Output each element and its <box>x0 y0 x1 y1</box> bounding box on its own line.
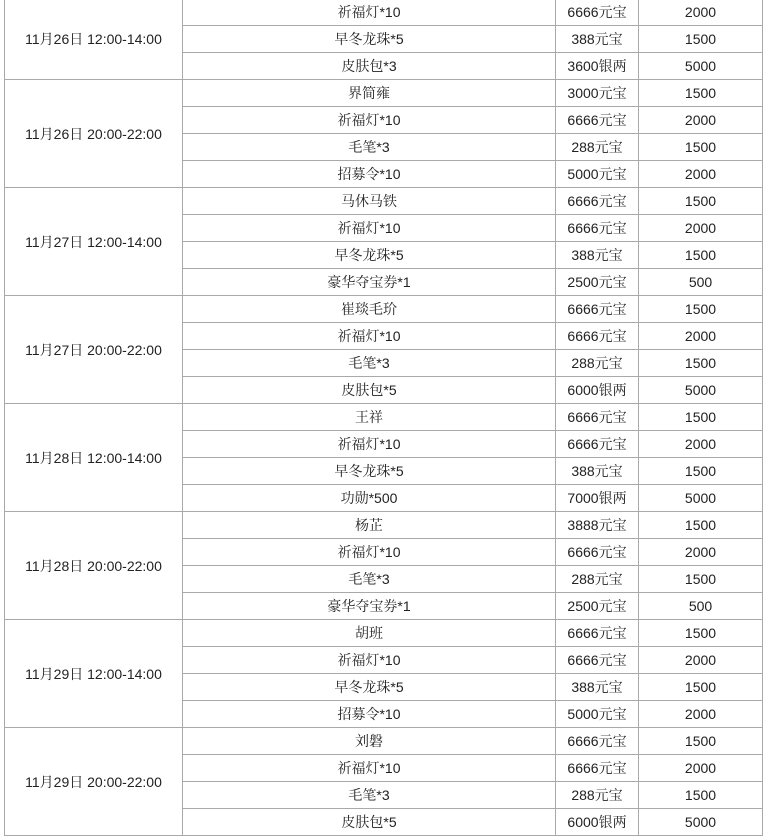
limit-cell: 5000 <box>639 53 763 80</box>
item-name-cell: 毛笔*3 <box>183 134 556 161</box>
item-name-cell: 皮肤包*5 <box>183 809 556 836</box>
price-cell: 288元宝 <box>556 350 639 377</box>
item-name-cell: 皮肤包*3 <box>183 53 556 80</box>
item-name-cell: 早冬龙珠*5 <box>183 674 556 701</box>
price-cell: 5000元宝 <box>556 161 639 188</box>
limit-cell: 2000 <box>639 755 763 782</box>
price-cell: 6666元宝 <box>556 539 639 566</box>
limit-cell: 2000 <box>639 647 763 674</box>
item-name-cell: 崔琰毛玠 <box>183 296 556 323</box>
limit-cell: 1500 <box>639 134 763 161</box>
item-name-cell: 早冬龙珠*5 <box>183 458 556 485</box>
table-row <box>5 0 763 26</box>
limit-cell: 2000 <box>639 539 763 566</box>
price-cell: 6000银两 <box>556 377 639 404</box>
limit-cell: 2000 <box>639 161 763 188</box>
item-name-cell: 祈福灯*10 <box>183 215 556 242</box>
price-cell: 388元宝 <box>556 242 639 269</box>
item-name-cell: 祈福灯*10 <box>183 107 556 134</box>
item-name-cell: 马休马铁 <box>183 188 556 215</box>
limit-cell: 1500 <box>639 296 763 323</box>
price-cell: 6666元宝 <box>556 647 639 674</box>
limit-cell: 2000 <box>639 431 763 458</box>
table-body <box>5 0 763 836</box>
price-cell: 388元宝 <box>556 458 639 485</box>
item-name-cell: 祈福灯*10 <box>183 647 556 674</box>
limit-cell: 1500 <box>639 782 763 809</box>
limit-cell: 5000 <box>639 485 763 512</box>
item-name-cell: 毛笔*3 <box>183 566 556 593</box>
table-row <box>5 404 763 431</box>
item-name-cell: 豪华夺宝券*1 <box>183 269 556 296</box>
limit-cell: 1500 <box>639 728 763 755</box>
price-cell: 7000银两 <box>556 485 639 512</box>
limit-cell: 1500 <box>639 566 763 593</box>
sale-schedule-table <box>4 0 763 836</box>
session-time-cell: 11月28日 20:00-22:00 <box>5 512 183 620</box>
item-name-cell: 祈福灯*10 <box>183 0 556 26</box>
price-cell: 6666元宝 <box>556 728 639 755</box>
limit-cell: 2000 <box>639 323 763 350</box>
table-row <box>5 620 763 647</box>
limit-cell: 1500 <box>639 512 763 539</box>
item-name-cell: 早冬龙珠*5 <box>183 26 556 53</box>
item-name-cell: 刘磐 <box>183 728 556 755</box>
item-name-cell: 功勋*500 <box>183 485 556 512</box>
item-name-cell: 早冬龙珠*5 <box>183 242 556 269</box>
limit-cell: 2000 <box>639 701 763 728</box>
item-name-cell: 界简雍 <box>183 80 556 107</box>
limit-cell: 1500 <box>639 620 763 647</box>
price-cell: 6666元宝 <box>556 215 639 242</box>
session-time-cell: 11月29日 20:00-22:00 <box>5 728 183 836</box>
item-name-cell: 皮肤包*5 <box>183 377 556 404</box>
limit-cell: 5000 <box>639 809 763 836</box>
item-name-cell: 祈福灯*10 <box>183 431 556 458</box>
price-cell: 5000元宝 <box>556 701 639 728</box>
limit-cell: 1500 <box>639 26 763 53</box>
price-cell: 6666元宝 <box>556 107 639 134</box>
price-cell: 288元宝 <box>556 782 639 809</box>
limit-cell: 2000 <box>639 107 763 134</box>
session-time-cell: 11月27日 12:00-14:00 <box>5 188 183 296</box>
item-name-cell: 祈福灯*10 <box>183 539 556 566</box>
limit-cell: 1500 <box>639 80 763 107</box>
price-cell: 3888元宝 <box>556 512 639 539</box>
price-cell: 2500元宝 <box>556 593 639 620</box>
limit-cell: 2000 <box>639 0 763 26</box>
price-cell: 288元宝 <box>556 566 639 593</box>
item-name-cell: 毛笔*3 <box>183 782 556 809</box>
table-row <box>5 188 763 215</box>
limit-cell: 5000 <box>639 377 763 404</box>
limit-cell: 1500 <box>639 188 763 215</box>
session-time-cell: 11月26日 12:00-14:00 <box>5 0 183 80</box>
price-cell: 6666元宝 <box>556 620 639 647</box>
limit-cell: 500 <box>639 269 763 296</box>
price-cell: 388元宝 <box>556 674 639 701</box>
item-name-cell: 招募令*10 <box>183 701 556 728</box>
limit-cell: 1500 <box>639 404 763 431</box>
item-name-cell: 胡班 <box>183 620 556 647</box>
limit-cell: 1500 <box>639 458 763 485</box>
item-name-cell: 杨芷 <box>183 512 556 539</box>
limit-cell: 1500 <box>639 242 763 269</box>
session-time-cell: 11月28日 12:00-14:00 <box>5 404 183 512</box>
price-cell: 6000银两 <box>556 809 639 836</box>
price-cell: 6666元宝 <box>556 431 639 458</box>
limit-cell: 1500 <box>639 674 763 701</box>
price-cell: 288元宝 <box>556 134 639 161</box>
table-row <box>5 728 763 755</box>
price-cell: 6666元宝 <box>556 323 639 350</box>
session-time-cell: 11月29日 12:00-14:00 <box>5 620 183 728</box>
item-name-cell: 招募令*10 <box>183 161 556 188</box>
price-cell: 388元宝 <box>556 26 639 53</box>
item-name-cell: 祈福灯*10 <box>183 323 556 350</box>
price-cell: 6666元宝 <box>556 404 639 431</box>
table-row <box>5 296 763 323</box>
item-name-cell: 祈福灯*10 <box>183 755 556 782</box>
price-cell: 2500元宝 <box>556 269 639 296</box>
limit-cell: 1500 <box>639 350 763 377</box>
table-row <box>5 80 763 107</box>
session-time-cell: 11月26日 20:00-22:00 <box>5 80 183 188</box>
limit-cell: 500 <box>639 593 763 620</box>
table-row <box>5 512 763 539</box>
session-time-cell: 11月27日 20:00-22:00 <box>5 296 183 404</box>
price-cell: 3000元宝 <box>556 80 639 107</box>
price-cell: 6666元宝 <box>556 755 639 782</box>
price-cell: 3600银两 <box>556 53 639 80</box>
price-cell: 6666元宝 <box>556 188 639 215</box>
item-name-cell: 王祥 <box>183 404 556 431</box>
item-name-cell: 豪华夺宝券*1 <box>183 593 556 620</box>
limit-cell: 2000 <box>639 215 763 242</box>
price-cell: 6666元宝 <box>556 0 639 26</box>
item-name-cell: 毛笔*3 <box>183 350 556 377</box>
price-cell: 6666元宝 <box>556 296 639 323</box>
